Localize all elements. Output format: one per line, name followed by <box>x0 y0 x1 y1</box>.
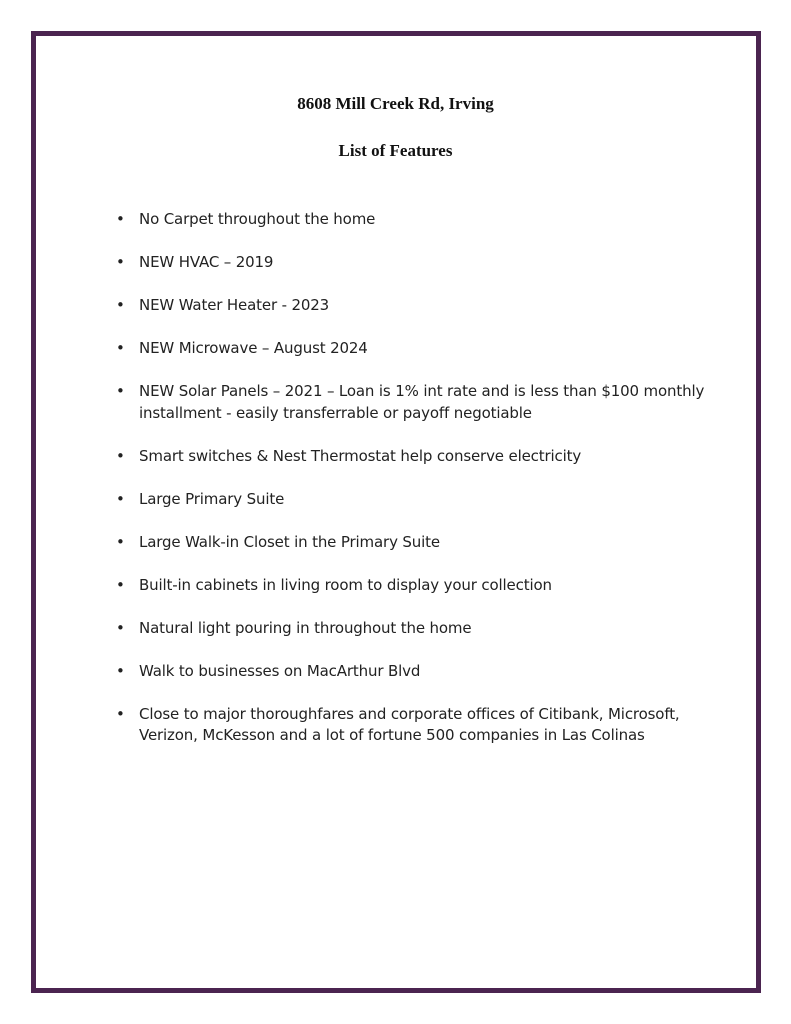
feature-text: Natural light pouring in throughout the home <box>139 618 472 637</box>
feature-item <box>116 446 719 468</box>
feature-text: Close to major thoroughfares and corporate offices of Citibank, Microsoft, Verizon, McKesson and a lot of fortune 500 companies in Las Colinas <box>139 704 680 744</box>
bullet-icon: • <box>116 575 125 594</box>
bullet-icon: • <box>116 489 125 508</box>
feature-item <box>116 338 719 360</box>
feature-text: Large Walk-in Closet in the Primary Suite <box>139 532 440 551</box>
feature-text: NEW HVAC – 2019 <box>139 253 274 271</box>
feature-text: No Carpet throughout the home <box>139 210 376 228</box>
feature-text: Walk to businesses on MacArthur Blvd <box>139 661 421 680</box>
bullet-icon: • <box>116 382 125 400</box>
bullet-icon: • <box>116 339 125 357</box>
feature-text: NEW Solar Panels – 2021 – Loan is 1% int rate and is less than $100 monthly installment - easily transferrable or payoff negotiable <box>139 382 705 422</box>
feature-item <box>116 252 719 274</box>
bullet-icon: • <box>116 618 125 637</box>
feature-item <box>116 618 719 640</box>
bullet-icon: • <box>116 253 125 271</box>
feature-item <box>116 532 719 554</box>
feature-item <box>116 704 719 747</box>
feature-item <box>116 381 719 424</box>
bullet-icon: • <box>116 704 125 723</box>
bullet-icon: • <box>116 296 125 314</box>
feature-text: Built-in cabinets in living room to display your collection <box>139 575 552 594</box>
feature-item <box>116 295 719 317</box>
feature-text: Large Primary Suite <box>139 489 285 508</box>
property-address-title: 8608 Mill Creek Rd, Irving <box>297 94 494 113</box>
feature-text: NEW Water Heater - 2023 <box>139 296 330 314</box>
features-list <box>116 209 719 768</box>
bullet-icon: • <box>116 210 125 228</box>
feature-text: Smart switches & Nest Thermostat help conserve electricity <box>139 446 582 465</box>
feature-item <box>116 209 719 231</box>
feature-item <box>116 489 719 511</box>
bullet-icon: • <box>116 661 125 680</box>
list-of-features-heading: List of Features <box>338 141 453 160</box>
feature-item <box>116 575 719 597</box>
feature-text: NEW Microwave – August 2024 <box>139 339 368 357</box>
feature-item <box>116 661 719 683</box>
bullet-icon: • <box>116 446 125 465</box>
bullet-icon: • <box>116 532 125 551</box>
